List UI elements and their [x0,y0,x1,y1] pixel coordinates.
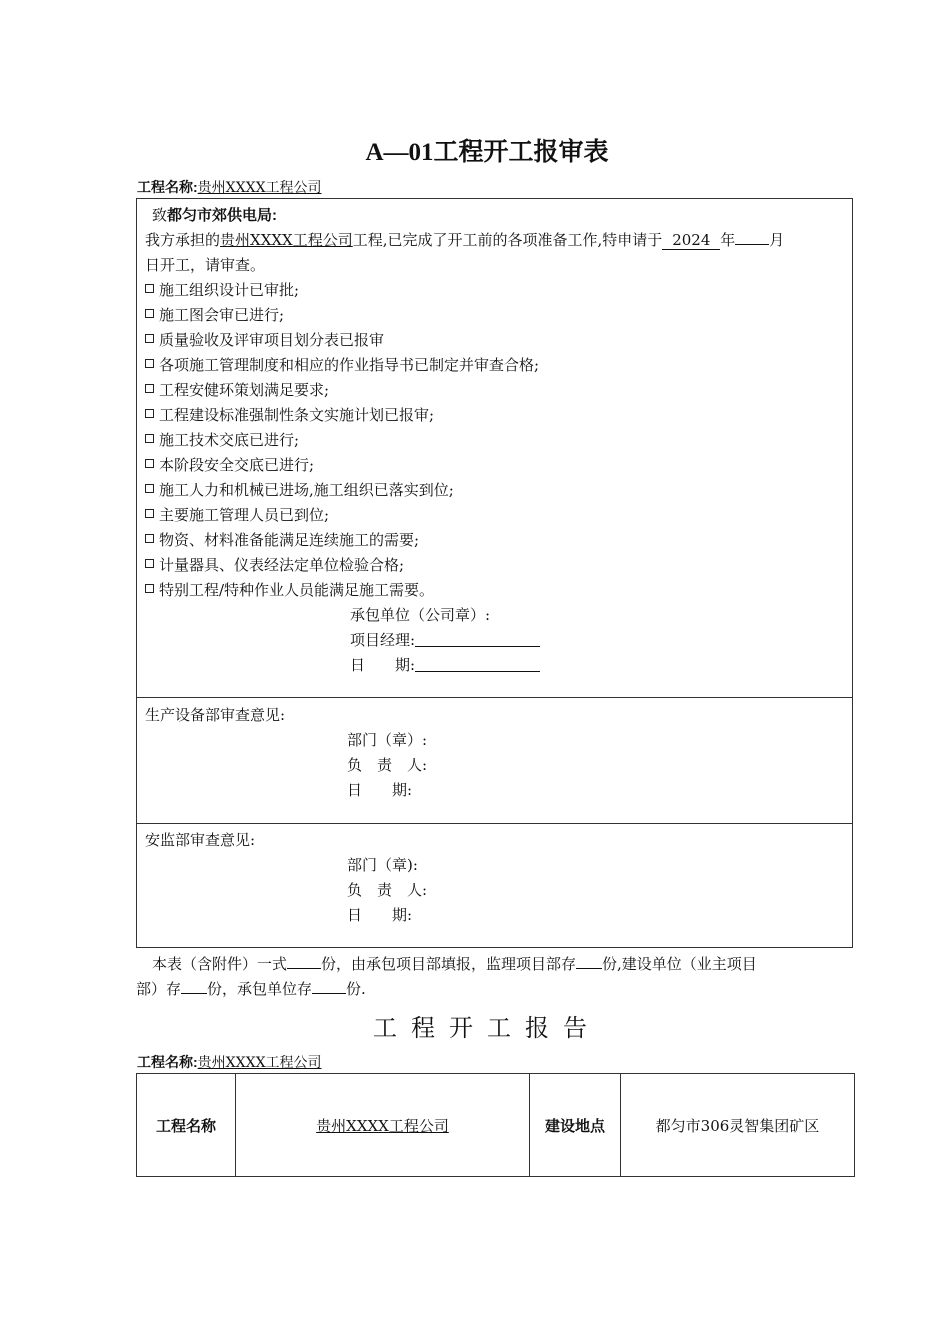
addressee-line [152,204,277,225]
owner-copies-blank [181,993,207,994]
report-title: 工程开工报告 [373,1014,601,1042]
project-name-cell: 贵州XXXX工程公司 [236,1074,530,1177]
intro-part2: 工程,已完成了开工前的各项准备工作,特申请于 [352,231,663,249]
intro-line-2: 日开工，请审查。 [145,256,266,274]
section2-dept: 部门（章): [347,856,418,874]
project-name-header: 工程名称 [137,1074,236,1177]
addressee-prefix: 致 [152,206,168,224]
divider-1 [136,697,853,698]
checkbox-icon[interactable] [145,309,154,318]
project-name-line [137,177,322,197]
section1-date: 日 期: [347,781,413,799]
checkbox-icon[interactable] [145,384,154,393]
report-project-name-label: 工程名称: [137,1054,198,1070]
section2-person: 负 责 人: [347,881,428,899]
checkbox-icon[interactable] [145,434,154,443]
supervisor-copies-blank [576,968,602,969]
date-signature[interactable] [415,657,540,672]
checklist-item: 施工组织设计已审批; [145,279,299,300]
year-value: 2024 [662,231,720,250]
checkbox-icon[interactable] [145,584,154,593]
section1-dept: 部门（章）: [347,731,428,749]
checklist-item: 各项施工管理制度和相应的作业指导书已制定并审查合格; [145,354,539,375]
checklist-item: 本阶段安全交底已进行; [145,454,314,475]
copies-blank [287,968,321,969]
checkbox-icon[interactable] [145,484,154,493]
year-unit: 年 [720,231,736,249]
checkbox-icon[interactable] [145,459,154,468]
footer-line-2: 部）存 份，承包单位存 份. [136,980,366,998]
project-manager-line [350,629,540,650]
table-row [137,1074,855,1177]
intro-company: 贵州XXXX工程公司 [220,231,353,249]
project-name-value: 贵州XXXX工程公司 [197,180,322,196]
report-project-name-line [137,1052,322,1072]
addressee: 都匀市郊供电局: [167,207,278,224]
project-manager-label: 项目经理: [350,631,416,649]
checkbox-icon[interactable] [145,534,154,543]
checklist-item: 工程建设标准强制性条文实施计划已报审; [145,404,434,425]
checkbox-icon[interactable] [145,409,154,418]
checklist-item: 物资、材料准备能满足连续施工的需要; [145,529,419,550]
footer-line-1: 本表（含附件）一式 份，由承包项目部填报，监理项目部存 份,建设单位（业主项目 [152,955,757,973]
section1-person: 负 责 人: [347,756,428,774]
intro-line-1 [145,229,784,250]
location-header: 建设地点 [530,1074,621,1177]
divider-2 [136,823,853,824]
project-manager-signature[interactable] [415,632,540,647]
checklist-item: 主要施工管理人员已到位; [145,504,329,525]
checkbox-icon[interactable] [145,284,154,293]
section2-date: 日 期: [347,906,413,924]
section2-title: 安监部审查意见: [145,831,256,849]
checklist-item: 计量器具、仪表经法定单位检验合格; [145,554,404,575]
checkbox-icon[interactable] [145,509,154,518]
location-cell: 都匀市306灵智集团矿区 [621,1074,855,1177]
date-line [350,654,540,675]
report-table [136,1073,855,1177]
checklist-item: 施工人力和机械已进场,施工组织已落实到位; [145,479,454,500]
intro-part1: 我方承担的 [145,231,221,249]
checklist-item: 施工技术交底已进行; [145,429,299,450]
month-unit: 月 [769,231,785,249]
section1-title: 生产设备部审查意见: [145,706,286,724]
checkbox-icon[interactable] [145,359,154,368]
checklist-item: 工程安健环策划满足要求; [145,379,329,400]
date-label: 日 期: [350,656,416,674]
checklist-item: 质量验收及评审项目划分表已报审 [145,329,384,350]
report-project-name-value: 贵州XXXX工程公司 [197,1055,322,1071]
contractor-seal: 承包单位（公司章）: [350,606,491,624]
checkbox-icon[interactable] [145,334,154,343]
contractor-copies-blank [312,993,346,994]
project-name-label: 工程名称: [137,179,198,195]
form-title: A—01工程开工报审表 [365,139,609,166]
month-blank [735,244,769,245]
checklist-item: 特别工程/特种作业人员能满足施工需要。 [145,579,434,600]
checkbox-icon[interactable] [145,559,154,568]
checklist-item: 施工图会审已进行; [145,304,284,325]
